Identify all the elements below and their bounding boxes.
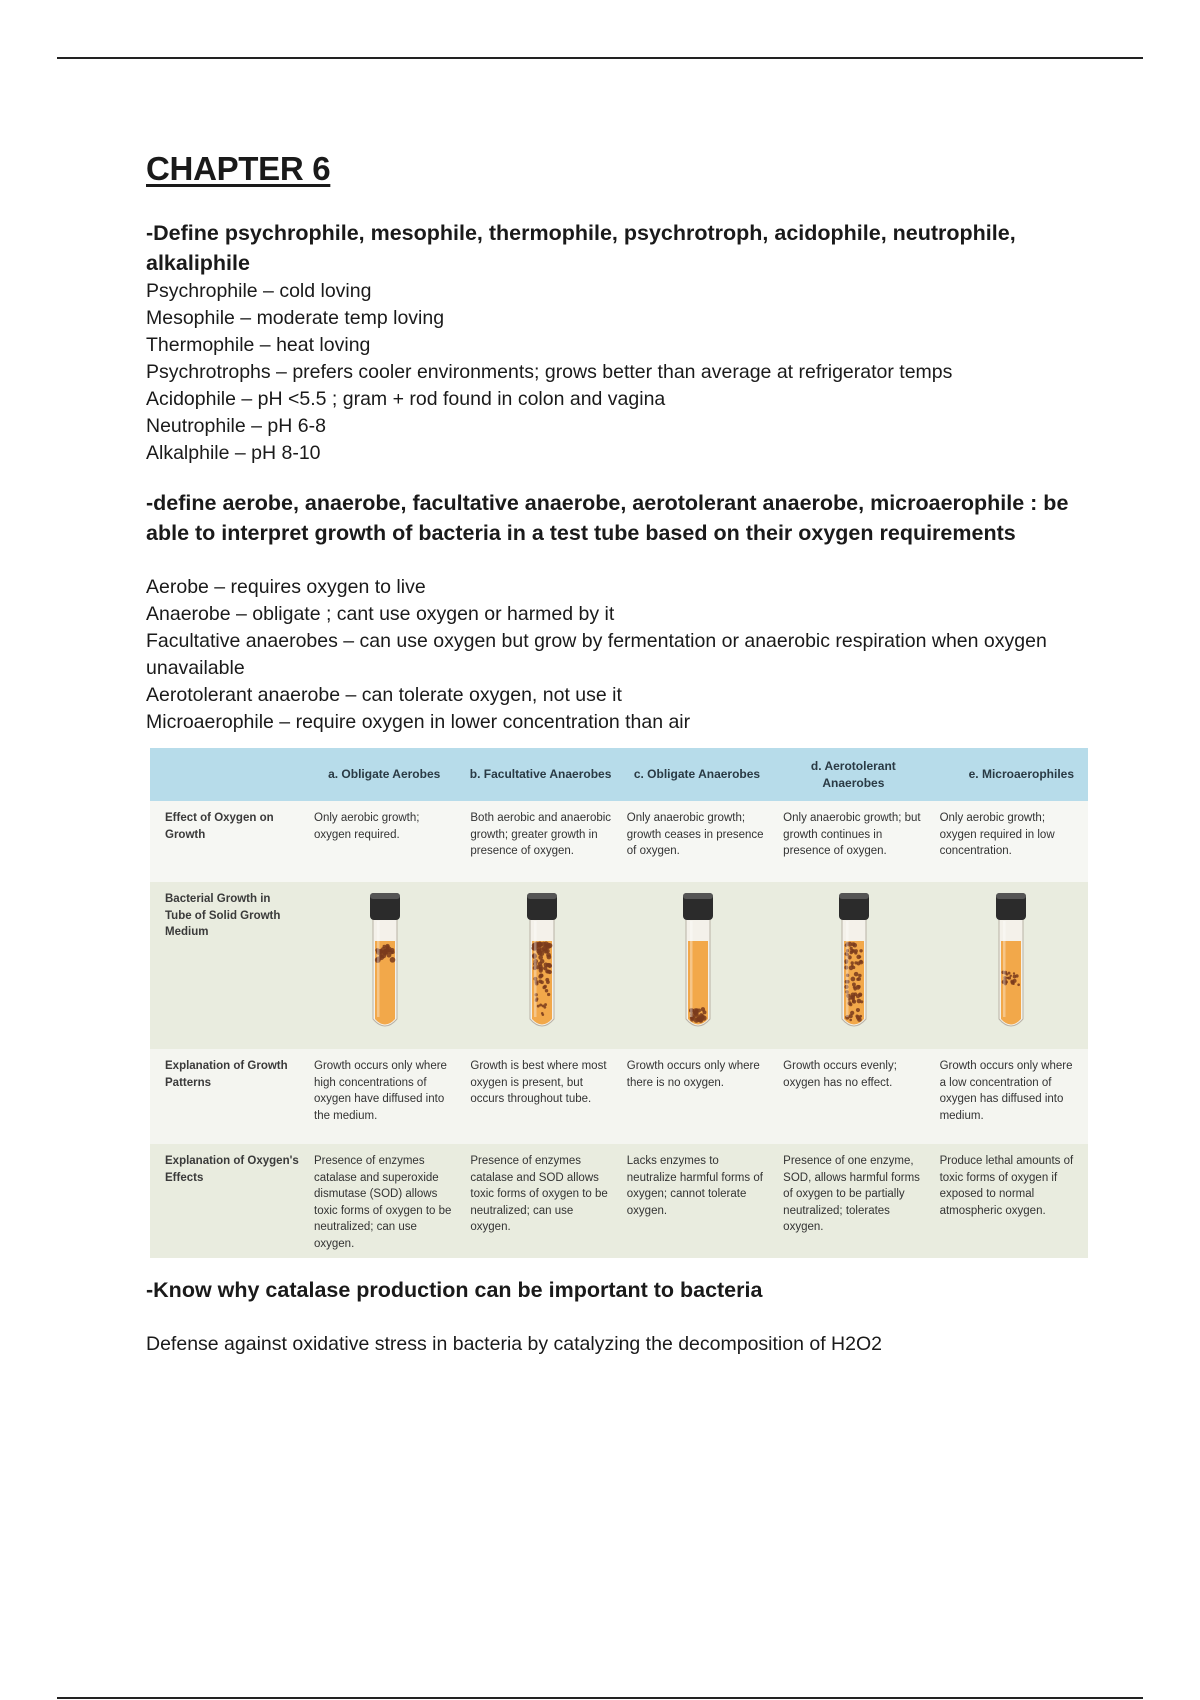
answer-line: Mesophile – moderate temp loving (146, 307, 445, 329)
colony-dot (855, 961, 858, 964)
colony-dot (390, 957, 396, 963)
colony-dot (543, 966, 547, 970)
colony-dot (539, 959, 544, 964)
test-tube-top (365, 891, 405, 1033)
table-cell: Only aerobic growth; oxygen required. (306, 801, 462, 882)
table-row-growth-pattern (150, 1049, 1088, 1144)
colony-dot (1012, 983, 1014, 985)
colony-dot (856, 1008, 860, 1012)
colony-dot (695, 1017, 699, 1021)
tube-cell (775, 882, 931, 1049)
row-label: Effect of Oxygen on Growth (150, 801, 306, 882)
table-cell: Growth occurs only where there is no oxygen. (619, 1049, 775, 1144)
header-obligate-anaerobes: c. Obligate Anaerobes (619, 748, 775, 801)
header-obligate-aerobes: a. Obligate Aerobes (306, 748, 462, 801)
colony-dot (853, 943, 857, 947)
row-label: Explanation of Growth Patterns (150, 1049, 306, 1144)
colony-dot (1008, 976, 1011, 979)
table-row-effect (150, 801, 1088, 882)
catalase-section (146, 1275, 1096, 1358)
colony-dot (856, 994, 860, 998)
colony-dot (854, 972, 859, 977)
question-line: alkaliphile (146, 251, 250, 275)
colony-dot (850, 1019, 853, 1022)
question-temperature-ph (146, 218, 1096, 278)
table-cell: Presence of enzymes catalase and SOD allows toxic forms of oxygen to be neutralized; can use oxygen. (462, 1144, 618, 1258)
oxygen-requirements-table (150, 748, 1088, 1258)
header-aerotolerant-anaerobes: d. Aerotolerant Anaerobes (775, 748, 931, 801)
question-line: -define aerobe, anaerobe, facultative anaerobe, aerotolerant anaerobe, microaerophile : be (146, 491, 1069, 515)
colony-dot (700, 1014, 704, 1018)
colony-dot (849, 966, 854, 971)
table-cell: Only anaerobic growth; growth ceases in presence of oxygen. (619, 801, 775, 882)
colony-dot (858, 985, 861, 988)
question-catalase: -Know why catalase production can be important to bacteria (146, 1278, 763, 1302)
colony-dot (860, 949, 863, 952)
colony-dot (857, 955, 862, 960)
answer-line: Anaerobe – obligate ; cant use oxygen or harmed by it (146, 603, 615, 625)
test-tube-bottom (678, 891, 718, 1033)
colony-dot (1006, 977, 1008, 979)
answer-line: Alkalphile – pH 8-10 (146, 442, 321, 464)
header-empty-cell (150, 748, 306, 801)
colony-dot (852, 1000, 856, 1004)
colony-dot (547, 993, 550, 996)
colony-dot (546, 953, 551, 958)
table-row-tubes (150, 882, 1088, 1049)
colony-dot (544, 1003, 547, 1006)
table-cell: Only anaerobic growth; but growth continues in presence of oxygen. (775, 801, 931, 882)
colony-dot (1005, 981, 1007, 983)
oxygen-requirements-figure (150, 748, 1088, 1250)
table-cell: Both aerobic and anaerobic growth; greater growth in presence of oxygen. (462, 801, 618, 882)
answer-line: Psychrophile – cold loving (146, 280, 372, 302)
colony-dot (857, 999, 862, 1004)
colony-dot (1012, 979, 1016, 983)
answer-line: unavailable (146, 657, 245, 679)
colony-dot (857, 978, 860, 981)
test-tube-gradient (522, 891, 562, 1033)
colony-dot (690, 1018, 694, 1022)
answer-line: Aerobe – requires oxygen to live (146, 576, 426, 598)
colony-dot (541, 1012, 544, 1015)
table-cell: Produce lethal amounts of toxic forms of oxygen if exposed to normal atmospheric oxygen. (932, 1144, 1088, 1258)
colony-dot (854, 987, 857, 990)
question-line: able to interpret growth of bacteria in a test tube based on their oxygen requirements (146, 521, 1016, 545)
colony-dot (539, 1004, 542, 1007)
row-label: Explanation of Oxygen's Effects (150, 1144, 306, 1258)
colony-dot (852, 983, 856, 987)
table-cell: Growth occurs only where high concentrations of oxygen have diffused into the medium. (306, 1049, 462, 1144)
tube-cell (462, 882, 618, 1049)
header-facultative-anaerobes: b. Facultative Anaerobes (462, 748, 618, 801)
footer-rule (57, 1697, 1143, 1699)
colony-dot (703, 1010, 707, 1014)
question-line: -Define psychrophile, mesophile, thermophile, psychrotroph, acidophile, neutrophile, (146, 221, 1016, 245)
table-cell: Presence of enzymes catalase and superoxide dismutase (SOD) allows toxic forms of oxygen to be neutralized; can use oxygen. (306, 1144, 462, 1258)
header-microaerophiles: e. Microaerophiles (932, 748, 1088, 801)
table-row-oxygen-effects (150, 1144, 1088, 1258)
table-cell: Only aerobic growth; oxygen required in low concentration. (932, 801, 1088, 882)
table-cell: Growth occurs only where a low concentration of oxygen has diffused into medium. (932, 1049, 1088, 1144)
test-tube-even (834, 891, 874, 1033)
colony-dot (538, 975, 542, 979)
colony-dot (858, 974, 862, 978)
answer-line: Aerotolerant anaerobe – can tolerate oxygen, not use it (146, 684, 622, 706)
table-cell: Lacks enzymes to neutralize harmful forms of oxygen; cannot tolerate oxygen. (619, 1144, 775, 1258)
colony-dot (386, 946, 392, 952)
colony-dot (542, 986, 546, 990)
chapter-title: CHAPTER 6 (146, 150, 331, 187)
answer-line: Defense against oxidative stress in bacteria by catalyzing the decomposition of H2O2 (146, 1333, 882, 1355)
answer-line: Acidophile – pH <5.5 ; gram + rod found in colon and vagina (146, 388, 666, 410)
colony-dot (545, 978, 549, 982)
answer-line: Neutrophile – pH 6-8 (146, 415, 326, 437)
colony-dot (850, 1011, 854, 1015)
table-cell: Growth occurs evenly; oxygen has no effect. (775, 1049, 931, 1144)
test-tube-subsurface (991, 891, 1031, 1033)
colony-dot (852, 949, 856, 953)
colony-dot (851, 961, 854, 964)
header-rule (57, 57, 1143, 59)
row-label: Bacterial Growth in Tube of Solid Growth Medium (150, 882, 306, 1049)
colony-dot (541, 1004, 544, 1007)
answer-line: Facultative anaerobes – can use oxygen but grow by fermentation or anaerobic respiration when oxygen (146, 630, 1047, 652)
colony-dot (849, 1003, 852, 1006)
colony-dot (538, 979, 542, 983)
colony-dot (547, 964, 551, 968)
colony-dot (1017, 983, 1020, 986)
colony-dot (547, 970, 551, 974)
tube-cell (932, 882, 1088, 1049)
colony-dot (850, 996, 854, 1000)
answer-line: Thermophile – heat loving (146, 334, 371, 356)
colony-dot (859, 960, 863, 964)
tube-cell (619, 882, 775, 1049)
colony-dot (693, 1010, 699, 1016)
document-body (146, 150, 1096, 736)
table-cell: Presence of one enzyme, SOD, allows harmful forms of oxygen to be partially neutralized; tolerates oxygen. (775, 1144, 931, 1258)
colony-dot (1013, 972, 1015, 974)
answer-line: Psychrotrophs – prefers cooler environments; grows better than average at refrigerator temps (146, 361, 953, 383)
colony-dot (544, 989, 547, 992)
colony-dot (1012, 975, 1016, 979)
colony-dot (851, 977, 856, 982)
colony-dot (383, 945, 386, 948)
table-cell: Growth is best where most oxygen is present, but occurs throughout tube. (462, 1049, 618, 1144)
question-oxygen (146, 488, 1096, 548)
answer-line: Microaerophile – require oxygen in lower concentration than air (146, 711, 691, 733)
tube-cell (306, 882, 462, 1049)
table-header-row (150, 748, 1088, 801)
colony-dot (860, 1015, 863, 1018)
colony-dot (387, 953, 392, 958)
